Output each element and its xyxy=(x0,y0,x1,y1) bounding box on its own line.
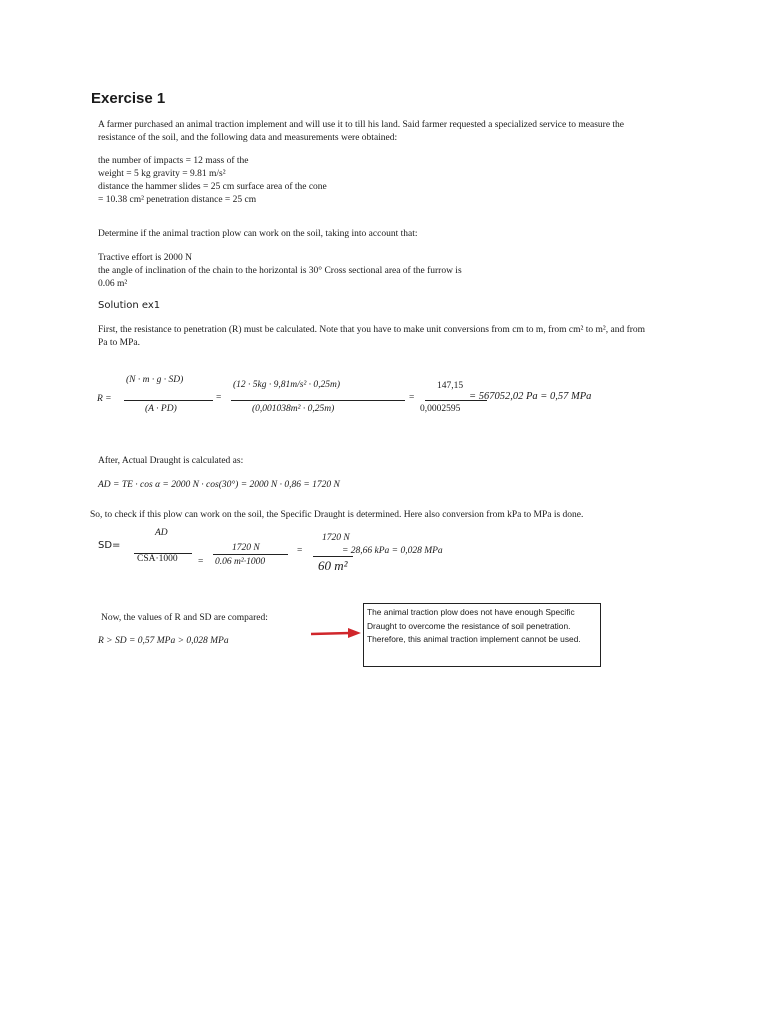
draught-formula: AD = TE · cos α = 2000 N · cos(30°) = 2000 N · 0,86 = 1720 N xyxy=(98,480,340,490)
r-numerator-2: (12 · 5kg · 9,81m/s² · 0,25m) xyxy=(233,380,341,390)
r-denominator-2: (0,001038m² · 0,25m) xyxy=(252,404,335,414)
condition-line: 0.06 m² xyxy=(98,279,128,289)
compare-intro: Now, the values of R and SD are compared: xyxy=(101,613,268,623)
draught-intro: After, Actual Draught is calculated as: xyxy=(98,456,244,466)
data-line: the number of impacts = 12 mass of the xyxy=(98,156,249,166)
intro-line-2: resistance of the soil, and the following data and measurements were obtained: xyxy=(98,133,398,143)
data-line: weight = 5 kg gravity = 9.81 m/s² xyxy=(98,169,226,179)
question-text: Determine if the animal traction plow can work on the soil, taking into account that: xyxy=(98,229,418,239)
r-numerator-1: (N · m · g · SD) xyxy=(126,375,184,385)
compare-formula: R > SD = 0,57 MPa > 0,028 MPa xyxy=(98,636,229,646)
r-lhs: R = xyxy=(97,394,112,404)
sd-denominator-1: CSA·1000 xyxy=(137,554,178,564)
fraction-bar xyxy=(213,554,288,555)
solution-intro-2: Pa to MPa. xyxy=(98,338,140,348)
sd-numerator-2: 1720 N xyxy=(232,543,260,553)
sd-numerator-3: 1720 N xyxy=(322,533,350,543)
data-line: = 10.38 cm² penetration distance = 25 cm xyxy=(98,195,257,205)
sd-lhs: SD= xyxy=(98,540,121,551)
solution-intro-1: First, the resistance to penetration (R) must be calculated. Note that you have to make unit conversions from cm to m, from cm² to m², and from xyxy=(98,325,646,335)
conclusion-box: The animal traction plow does not have enough Specific Draught to overcome the resistance of soil penetration. Therefore, this animal traction implement cannot be used. xyxy=(363,603,601,667)
r-denominator-3: 0,0002595 xyxy=(420,404,461,414)
red-arrow-icon xyxy=(310,626,362,640)
intro-line-1: A farmer purchased an animal traction implement and will use it to till his land. Said farmer requested a specialized service to measure the xyxy=(98,120,625,130)
condition-line: Tractive effort is 2000 N xyxy=(98,253,192,263)
sd-equals-1: = xyxy=(198,557,204,567)
data-line: distance the hammer slides = 25 cm surface area of the cone xyxy=(98,182,327,192)
sd-denominator-2: 0.06 m²·1000 xyxy=(215,557,266,567)
r-equals-1: = xyxy=(216,393,222,403)
r-result: = 567052,02 Pa = 0,57 MPa xyxy=(469,391,592,402)
sd-denominator-3: 60 m² xyxy=(318,558,348,573)
specific-intro: So, to check if this plow can work on the soil, the Specific Draught is determined. Here also conversion from kPa to MPa is done. xyxy=(90,510,584,520)
r-numerator-3: 147,15 xyxy=(437,381,464,391)
condition-line: the angle of inclination of the chain to the horizontal is 30° Cross sectional area of the furrow is xyxy=(98,266,462,276)
sd-result: = 28,66 kPa = 0,028 MPa xyxy=(342,546,443,556)
sd-equals-2: = xyxy=(297,546,303,556)
exercise-title: Exercise 1 xyxy=(91,90,166,107)
r-denominator-1: (A · PD) xyxy=(145,404,177,414)
r-equals-2: = xyxy=(409,393,415,403)
solution-title: Solution ex1 xyxy=(98,300,161,311)
fraction-bar xyxy=(231,400,405,401)
fraction-bar xyxy=(313,556,353,557)
fraction-bar xyxy=(124,400,213,401)
sd-numerator-1: AD xyxy=(155,528,168,538)
